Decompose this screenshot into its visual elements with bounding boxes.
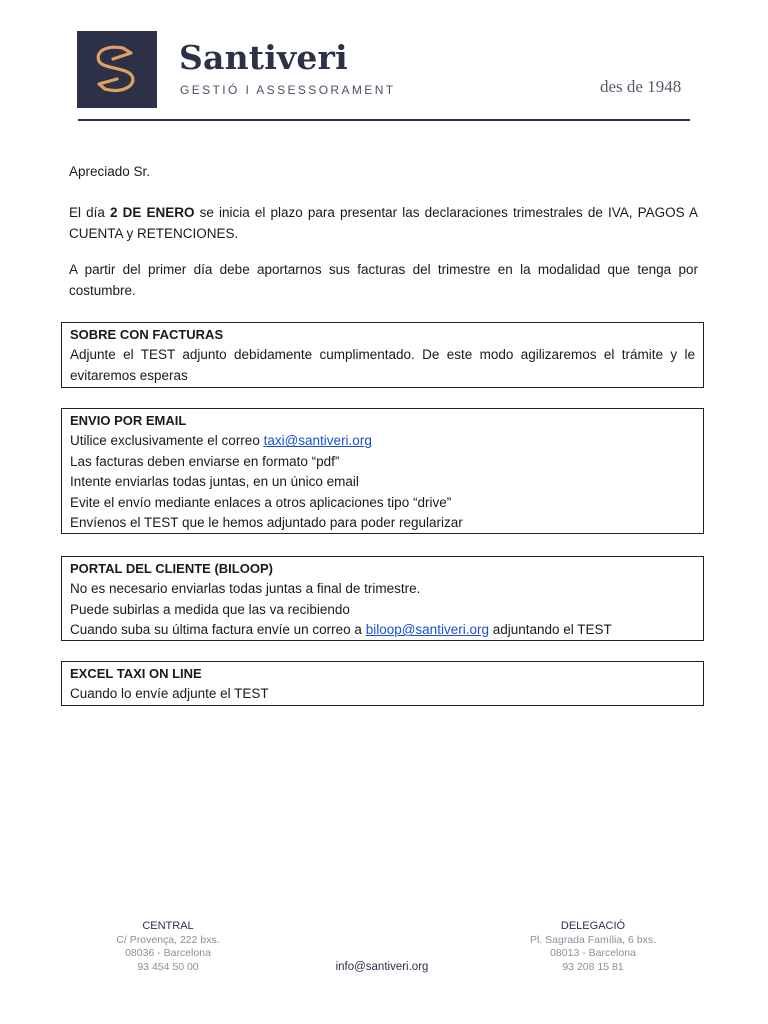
footer-central-title: CENTRAL	[142, 920, 194, 932]
box-excel-taxi	[61, 661, 704, 706]
footer-central	[98, 920, 238, 974]
greeting: Apreciado Sr.	[69, 164, 151, 179]
p1-pre: El día	[69, 205, 111, 220]
footer-delegacio-phone: 93 208 15 81	[562, 960, 624, 973]
p1-date: 2 DE ENERO	[110, 205, 195, 220]
box-portal-cliente	[61, 556, 704, 641]
brand-name: Santiveri	[179, 38, 348, 77]
portal-line-3-pre: Cuando suba su última factura envíe un correo a	[70, 622, 366, 638]
paragraph-invoices: A partir del primer día debe aportarnos sus facturas del trimestre en la modalidad que tenga por costumbre.	[69, 262, 698, 298]
footer-central-address: C/ Provença, 222 bxs.	[116, 933, 220, 946]
taxi-email-link[interactable]: taxi@santiveri.org	[263, 433, 372, 449]
footer-delegacio-address: Pl. Sagrada Família, 6 bxs.	[529, 933, 657, 946]
p1-post: se inicia el plazo para presentar las declaraciones trimestrales de IVA, PAGOS A CUENTA y RETENCIONES.	[69, 205, 699, 241]
since-text: des de 1948	[600, 77, 682, 96]
brand-tagline: GESTIÓ I ASSESSORAMENT	[180, 83, 396, 97]
header-divider	[78, 119, 690, 121]
email-line-1	[70, 431, 695, 451]
portal-line-3-post: adjuntando el TEST	[488, 622, 612, 638]
biloop-email-link[interactable]: biloop@santiveri.org	[365, 622, 489, 638]
footer-delegacio	[523, 920, 663, 974]
footer-email[interactable]: info@santiveri.org	[335, 961, 429, 973]
footer-central-phone: 93 454 50 00	[137, 960, 199, 973]
santiveri-logo-icon	[77, 31, 157, 108]
box-title: PORTAL DEL CLIENTE (BILOOP)	[70, 561, 273, 576]
email-line-3: Intente enviarlas todas juntas, en un único email	[70, 474, 359, 490]
box-sobre-facturas	[61, 322, 704, 388]
footer-delegacio-city: 08013 - Barcelona	[550, 947, 636, 959]
paragraph-deadline	[69, 203, 698, 244]
portal-line-2: Puede subirlas a medida que las va recibiendo	[70, 601, 350, 617]
email-line-4: Evite el envío mediante enlaces a otros aplicaciones tipo “drive”	[70, 494, 452, 510]
portal-line-1: No es necesario enviarlas todas juntas a final de trimestre.	[70, 581, 421, 597]
footer-delegacio-title: DELEGACIÓ	[560, 920, 626, 932]
box-title: ENVIO POR EMAIL	[70, 413, 187, 428]
email-line-2: Las facturas deben enviarse en formato “pdf”	[70, 453, 340, 469]
box-text: Adjunte el TEST adjunto debidamente cumplimentado. De este modo agilizaremos el trámite y le evitaremos esperas	[70, 347, 695, 383]
box-envio-email	[61, 408, 704, 534]
email-line-1-text: Utilice exclusivamente el correo	[70, 433, 264, 449]
excel-line-1: Cuando lo envíe adjunte el TEST	[70, 686, 269, 702]
box-title: SOBRE CON FACTURAS	[70, 327, 224, 342]
email-line-5: Envíenos el TEST que le hemos adjuntado para poder regularizar	[70, 515, 463, 531]
footer-central-city: 08036 - Barcelona	[125, 947, 211, 959]
box-title: EXCEL TAXI ON LINE	[70, 666, 202, 681]
portal-line-3	[70, 620, 695, 640]
